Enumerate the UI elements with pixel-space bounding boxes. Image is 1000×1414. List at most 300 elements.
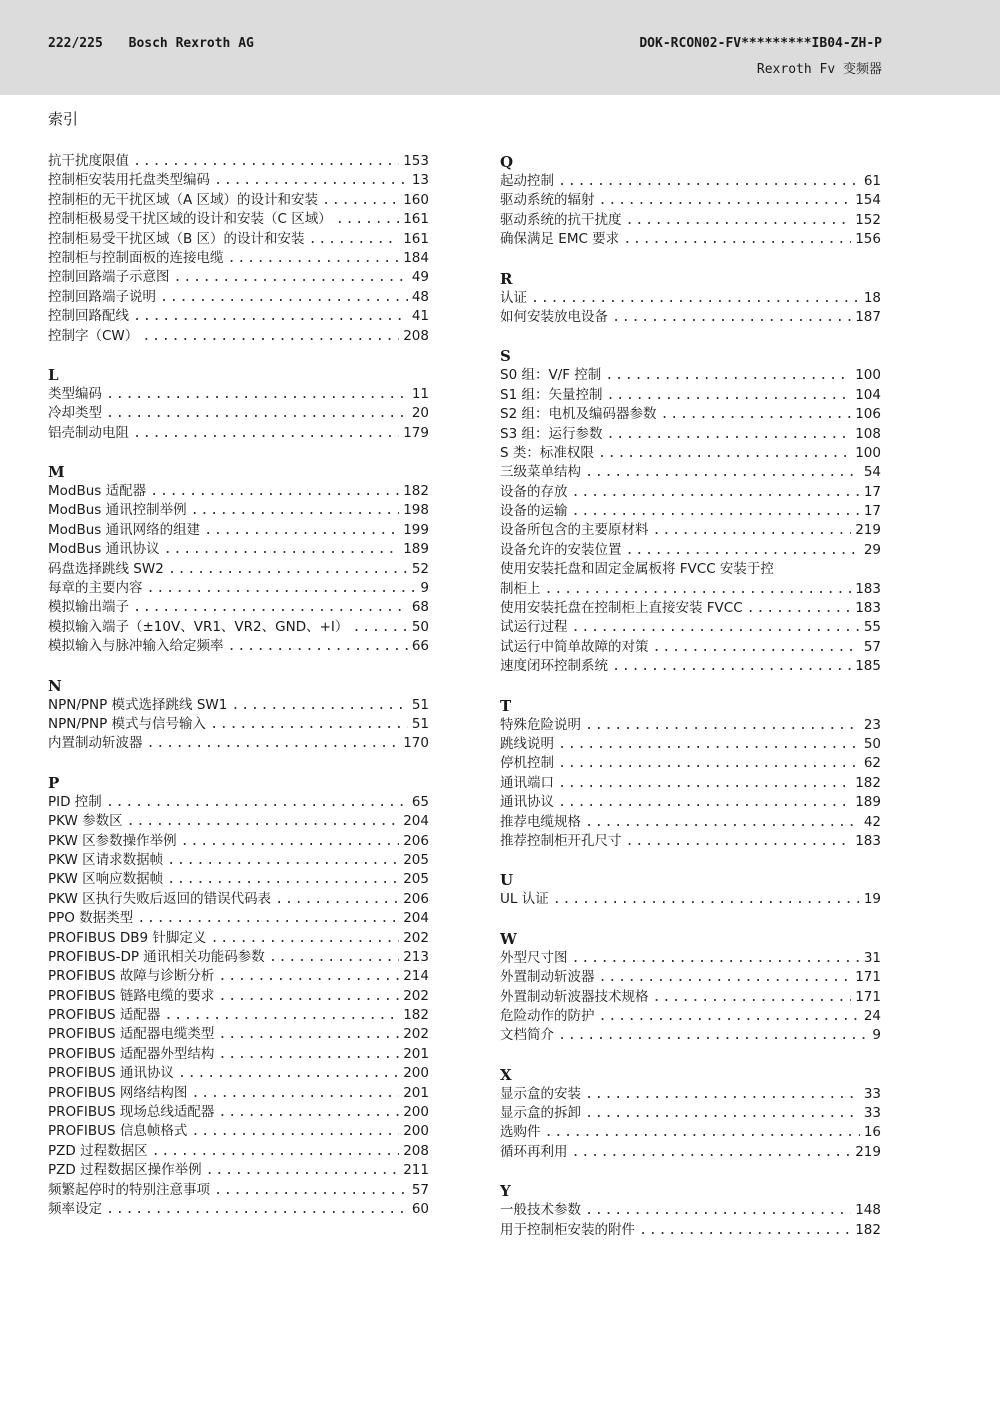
index-entry (48, 1006, 429, 1025)
dot-leader (147, 734, 400, 753)
dot-leader (558, 793, 851, 812)
index-entry-text: 推荐控制柜开孔尺寸 (500, 832, 622, 849)
index-entry-text: ModBus 通讯网络的组建 (48, 521, 201, 538)
dot-leader (531, 289, 860, 308)
index-entry (500, 521, 881, 540)
index-entry-text: 速度闭环控制系统 (500, 658, 608, 675)
index-entry (48, 1045, 429, 1064)
index-entry-page: 187 (855, 308, 881, 325)
dot-leader (599, 1007, 860, 1026)
index-column-right (500, 152, 881, 1259)
index-entry-page: 182 (855, 774, 881, 791)
dot-leader (210, 929, 399, 948)
index-entry-page: 55 (863, 619, 881, 636)
index-entry (48, 890, 429, 909)
index-entry (48, 230, 429, 249)
index-entry (500, 638, 881, 657)
index-entry-text: PROFIBUS 链路电缆的要求 (48, 987, 215, 1004)
index-entry-text: PID 控制 (48, 793, 102, 810)
index-entry-page: 189 (855, 794, 881, 811)
index-entry (48, 424, 429, 443)
index-entry (48, 812, 429, 831)
index-entry-text: PROFIBUS DB9 针脚定义 (48, 929, 207, 946)
index-entry-page: 208 (403, 327, 429, 344)
dot-leader (150, 482, 399, 501)
index-entry-page: 214 (403, 968, 429, 985)
index-entry (500, 618, 881, 637)
dot-leader (626, 832, 852, 851)
index-entry (48, 288, 429, 307)
index-entry-page: 104 (855, 386, 881, 403)
index-entry (500, 1143, 881, 1162)
index-entry (500, 793, 881, 812)
dot-leader (545, 1123, 860, 1142)
index-entry-text: 模拟输入端子（±10V、VR1、VR2、GND、+I） (48, 618, 349, 635)
index-group (500, 1181, 881, 1240)
index-entry-text: 设备的存放 (500, 483, 568, 500)
index-entry-text: 如何安装放电设备 (500, 308, 608, 325)
index-entry-text: PKW 区参数操作举例 (48, 832, 177, 849)
dot-leader (612, 308, 851, 327)
index-entry-text: PROFIBUS 故障与诊断分析 (48, 968, 215, 985)
index-entry-text: 设备的运输 (500, 503, 568, 520)
dot-leader (206, 1161, 400, 1180)
index-entry (48, 560, 429, 579)
dot-leader (626, 541, 860, 560)
dot-leader (178, 1064, 399, 1083)
index-entry-page: 179 (403, 424, 429, 441)
index-entry (500, 1201, 881, 1220)
index-entry-text: 冷却类型 (48, 405, 102, 422)
index-entry-page: 57 (411, 1181, 429, 1198)
index-entry-page: 204 (403, 813, 429, 830)
index-entry-text: PROFIBUS-DP 通讯相关功能码参数 (48, 948, 265, 965)
index-entry-text: PPO 数据类型 (48, 910, 134, 927)
index-entry (500, 657, 881, 676)
dot-leader (598, 444, 851, 463)
dot-leader (558, 774, 851, 793)
index-entry (48, 579, 429, 598)
index-entry-text: ModBus 适配器 (48, 483, 147, 500)
index-entry-page: 24 (863, 1007, 881, 1024)
index-entry (48, 1122, 429, 1141)
index-letter-heading: Y (500, 1182, 511, 1201)
index-entry-text: 试运行过程 (500, 619, 568, 636)
index-entry (48, 385, 429, 404)
dot-leader (653, 638, 860, 657)
dot-leader (553, 890, 860, 909)
index-entry-page: 62 (863, 755, 881, 772)
index-entry-page: 11 (411, 385, 429, 402)
index-entry (48, 1064, 429, 1083)
index-entry (48, 521, 429, 540)
dot-leader (626, 211, 852, 230)
product-name: Rexroth Fv 变频器 (756, 62, 882, 77)
index-group (48, 773, 429, 1220)
index-entry (48, 832, 429, 851)
index-entry-text: 用于控制柜安装的附件 (500, 1221, 635, 1238)
index-entry (48, 249, 429, 268)
dot-leader (623, 230, 851, 249)
index-entry-page: 160 (403, 191, 429, 208)
index-entry (48, 948, 429, 967)
dot-leader (191, 1084, 399, 1103)
index-entry-text: S2 组：电机及编码器参数 (500, 406, 657, 423)
index-entry-text: 一般技术参数 (500, 1202, 581, 1219)
index-entry-page: 213 (403, 948, 429, 965)
index-entry-text: 危险动作的防护 (500, 1007, 595, 1024)
dot-leader (147, 579, 417, 598)
index-entry-text: 模拟输入与脉冲输入给定频率 (48, 638, 224, 655)
index-entry-page: 29 (863, 541, 881, 558)
index-entry-page: 33 (863, 1085, 881, 1102)
index-group (500, 696, 881, 852)
index-entry-text: 控制柜的无干扰区域（A 区域）的设计和安装 (48, 191, 319, 208)
index-entry-text: 抗干扰度限值 (48, 153, 129, 169)
index-entry-page: 205 (403, 871, 429, 888)
header-left (48, 36, 272, 51)
dot-leader (660, 405, 851, 424)
index-entry-page: 18 (863, 289, 881, 306)
index-entry (48, 909, 429, 928)
index-entry-text: 控制回路配线 (48, 308, 129, 325)
index-entry (500, 968, 881, 987)
index-letter-heading: X (500, 1065, 512, 1084)
dot-leader (218, 1025, 399, 1044)
index-entry (48, 598, 429, 617)
dot-leader (218, 987, 399, 1006)
index-entry-text: PKW 参数区 (48, 813, 123, 830)
index-entry-page: 13 (411, 172, 429, 189)
index-entry (500, 832, 881, 851)
index-entry-page: 33 (863, 1105, 881, 1122)
index-entry-text: 认证 (500, 289, 527, 306)
index-entry-page: 154 (855, 192, 881, 209)
index-entry (48, 404, 429, 423)
index-entry-page: 61 (863, 173, 881, 189)
index-entry (500, 754, 881, 773)
index-entry-page: 54 (863, 464, 881, 481)
index-letter-heading: L (48, 365, 59, 384)
index-letter-heading: P (48, 773, 60, 792)
dot-leader (152, 1142, 400, 1161)
index-entry-text: 起动控制 (500, 173, 554, 189)
index-entry-text: 驱动系统的抗干扰度 (500, 211, 622, 228)
index-entry (500, 774, 881, 793)
index-entry-text: PZD 过程数据区操作举例 (48, 1162, 202, 1179)
index-entry (48, 987, 429, 1006)
index-entry-page: 205 (403, 851, 429, 868)
index-letter-heading: S (500, 347, 511, 366)
index-entry-page: 211 (403, 1162, 429, 1179)
index-entry-text: 控制字（CW） (48, 327, 139, 344)
index-entry-line (500, 580, 881, 599)
index-entry (48, 1200, 429, 1219)
index-entry-text: 循环再利用 (500, 1143, 568, 1160)
dot-leader (167, 851, 399, 870)
index-entry-text: 三级菜单结构 (500, 464, 581, 481)
index-entry-text: PROFIBUS 网络结构图 (48, 1084, 188, 1101)
index-entry-page: 42 (863, 813, 881, 830)
index-entry-page: 108 (855, 425, 881, 442)
index-entry (500, 716, 881, 735)
index-entry-page: 49 (411, 269, 429, 286)
index-entry-text: PROFIBUS 适配器电缆类型 (48, 1026, 215, 1043)
index-entry (48, 1025, 429, 1044)
dot-leader (309, 230, 400, 249)
index-letter-heading: R (500, 269, 513, 288)
index-group (500, 269, 881, 328)
index-entry-text: 使用安装托盘在控制柜上直接安装 FVCC (500, 600, 743, 617)
index-entry-text: 使用安装托盘和固定金属板将 FVCC 安装于控 (500, 561, 774, 578)
index-letter-heading: T (500, 696, 512, 715)
dot-leader (137, 909, 399, 928)
index-letter-heading: Q (500, 153, 514, 171)
index-entry-text: 铝壳制动电阻 (48, 424, 129, 441)
index-entry-text: 外型尺寸图 (500, 949, 568, 966)
index-entry-text: 每章的主要内容 (48, 580, 143, 597)
index-entry-text: 控制回路端子示意图 (48, 269, 170, 286)
index-column-left (48, 152, 429, 1238)
index-entry-page: 17 (863, 483, 881, 500)
dot-leader (585, 1104, 860, 1123)
index-entry-page: 198 (403, 502, 429, 519)
index-entry (500, 560, 881, 599)
index-entry (48, 1103, 429, 1122)
index-group (48, 676, 429, 754)
dot-leader (572, 949, 860, 968)
index-entry-page: 106 (855, 406, 881, 423)
dot-leader (558, 172, 860, 191)
index-entry-page: 161 (403, 211, 429, 228)
dot-leader (585, 1201, 851, 1220)
index-entry-page: 57 (863, 638, 881, 655)
dot-leader (606, 425, 851, 444)
index-entry-text: PKW 区响应数据帧 (48, 871, 164, 888)
dot-leader (191, 501, 400, 520)
index-entry-text: 推荐电缆规格 (500, 813, 581, 830)
index-entry-page: 202 (403, 987, 429, 1004)
index-entry (500, 1007, 881, 1026)
dot-leader (605, 366, 851, 385)
index-entry-text: PZD 过程数据区 (48, 1142, 148, 1159)
index-group (500, 152, 881, 250)
dot-leader (191, 1122, 399, 1141)
index-entry (500, 599, 881, 618)
index-entry-text: 通讯端口 (500, 774, 554, 791)
index-entry-text: PROFIBUS 现场总线适配器 (48, 1104, 215, 1121)
index-entry-page: 16 (863, 1124, 881, 1141)
dot-leader (572, 483, 860, 502)
index-entry-text: 控制柜易受干扰区域（B 区）的设计和安装 (48, 230, 305, 247)
dot-leader (168, 560, 408, 579)
index-entry-page: 200 (403, 1104, 429, 1121)
dot-leader (545, 580, 852, 599)
dot-leader (558, 754, 860, 773)
index-entry-page: 9 (420, 580, 429, 597)
index-entry (500, 1123, 881, 1142)
index-entry-text: S3 组：运行参数 (500, 425, 603, 442)
index-entry-page: 182 (855, 1221, 881, 1238)
index-entry-page: 50 (411, 618, 429, 635)
index-entry-text: PKW 区请求数据帧 (48, 851, 164, 868)
dot-leader (133, 307, 408, 326)
dot-leader (599, 191, 852, 210)
dot-leader (322, 191, 399, 210)
dot-leader (167, 870, 399, 889)
dot-leader (606, 386, 851, 405)
index-entry-text: 特殊危险说明 (500, 716, 581, 733)
section-title: 索引 (48, 110, 79, 128)
index-entry (500, 289, 881, 308)
index-group (500, 870, 881, 909)
index-entry-page: 19 (863, 891, 881, 908)
dot-leader (612, 657, 851, 676)
index-entry-page: 202 (403, 929, 429, 946)
index-entry-text: 确保满足 EMC 要求 (500, 231, 620, 248)
dot-leader (181, 832, 400, 851)
index-entry-text: 通讯协议 (500, 794, 554, 811)
index-entry (500, 502, 881, 521)
index-entry (48, 152, 429, 171)
dot-leader (585, 716, 860, 735)
index-entry-page: 171 (855, 969, 881, 986)
page-number: 222/225 (48, 36, 103, 51)
dot-leader (231, 696, 407, 715)
index-entry-text: 文档简介 (500, 1027, 554, 1044)
dot-leader (133, 152, 399, 171)
index-entry (500, 308, 881, 327)
index-entry-text: ModBus 通讯控制举例 (48, 502, 187, 519)
dot-leader (558, 735, 860, 754)
index-entry-page: 219 (855, 522, 881, 539)
index-entry-page: 182 (403, 483, 429, 500)
index-entry-page: 204 (403, 910, 429, 927)
index-entry (48, 171, 429, 190)
index-entry-page: 200 (403, 1123, 429, 1140)
document-code: DOK-RCON02-FV*********IB04-ZH-P (639, 36, 882, 51)
dot-leader (228, 637, 408, 656)
index-entry-page: 52 (411, 560, 429, 577)
dot-leader (747, 599, 852, 618)
index-entry-page: 23 (863, 716, 881, 733)
index-entry-page: 200 (403, 1065, 429, 1082)
index-group (48, 365, 429, 443)
index-entry (500, 405, 881, 424)
index-entry (48, 1181, 429, 1200)
index-entry (48, 618, 429, 637)
index-entry (48, 870, 429, 889)
index-entry (500, 366, 881, 385)
index-entry (48, 929, 429, 948)
index-entry-text: 设备允许的安装位置 (500, 541, 622, 558)
index-entry-page: 201 (403, 1084, 429, 1101)
index-entry-text: 控制柜与控制面板的连接电缆 (48, 249, 224, 266)
index-entry (500, 813, 881, 832)
index-entry (48, 637, 429, 656)
index-entry-page: 100 (855, 367, 881, 384)
dot-leader (106, 793, 408, 812)
index-entry (48, 1084, 429, 1103)
index-entry-text: 控制回路端子说明 (48, 288, 156, 305)
index-entry (500, 1026, 881, 1045)
index-entry-page: 161 (403, 230, 429, 247)
index-entry-page: 31 (863, 949, 881, 966)
dot-leader (174, 268, 408, 287)
index-entry (48, 501, 429, 520)
dot-leader (585, 813, 860, 832)
index-letter-heading: N (48, 676, 62, 695)
index-entry-text: S1 组：矢量控制 (500, 386, 603, 403)
index-entry-text: 跳线说明 (500, 735, 554, 752)
index-group (500, 1065, 881, 1163)
dot-leader (106, 1200, 408, 1219)
index-entry-page: 48 (411, 288, 429, 305)
index-entry (500, 483, 881, 502)
index-entry-text: 试运行中简单故障的对策 (500, 638, 649, 655)
index-entry-text: 选购件 (500, 1124, 541, 1141)
index-entry-page: 219 (855, 1143, 881, 1160)
index-entry-text: 频率设定 (48, 1200, 102, 1217)
index-entry-page: 41 (411, 308, 429, 325)
index-entry (500, 425, 881, 444)
index-letter-heading: W (500, 929, 517, 948)
index-entry-text: 类型编码 (48, 385, 102, 402)
index-entry (48, 327, 429, 346)
dot-leader (218, 967, 399, 986)
index-entry (48, 715, 429, 734)
index-entry (500, 541, 881, 560)
index-entry (500, 949, 881, 968)
index-group (500, 929, 881, 1046)
page-header (0, 0, 1000, 95)
index-entry (48, 191, 429, 210)
index-entry-text-continued: 制柜上 (500, 580, 541, 597)
index-entry (500, 191, 881, 210)
index-entry (48, 1142, 429, 1161)
index-entry-page: 202 (403, 1026, 429, 1043)
index-entry-page: 152 (855, 211, 881, 228)
index-entry-page: 9 (872, 1027, 881, 1044)
index-entry (500, 1104, 881, 1123)
index-letter-heading: U (500, 871, 514, 890)
index-entry-page: 66 (411, 638, 429, 655)
dot-leader (269, 948, 399, 967)
index-entry (48, 268, 429, 287)
index-entry (500, 211, 881, 230)
dot-leader (336, 210, 400, 229)
dot-leader (558, 1026, 868, 1045)
index-entry-page: 183 (855, 600, 881, 617)
index-entry (48, 696, 429, 715)
index-entry-text: UL 认证 (500, 891, 549, 908)
index-entry-page: 50 (863, 735, 881, 752)
index-entry-page: 170 (403, 735, 429, 752)
index-entry-page: 185 (855, 658, 881, 675)
company-name: Bosch Rexroth AG (128, 36, 254, 51)
index-entry (48, 540, 429, 559)
index-entry (48, 967, 429, 986)
index-entry (500, 1221, 881, 1240)
index-entry-page: 206 (403, 832, 429, 849)
index-entry (500, 230, 881, 249)
index-entry-text: NPN/PNP 模式与信号输入 (48, 715, 207, 732)
index-entry (500, 988, 881, 1007)
index-entry-text: NPN/PNP 模式选择跳线 SW1 (48, 696, 228, 713)
dot-leader (106, 385, 408, 404)
index-entry (500, 444, 881, 463)
index-entry-text: 外置制动斩波器技术规格 (500, 988, 649, 1005)
